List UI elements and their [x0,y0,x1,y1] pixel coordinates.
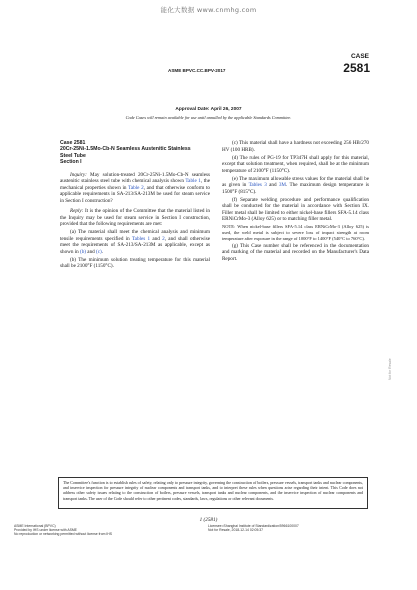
requirement-e [222,176,369,196]
inquiry-paragraph [60,172,210,205]
case-number: 2581 [343,61,370,75]
case-label: CASE [350,53,369,60]
case-title [60,140,210,166]
reply-text: It is the opinion of the Committee that the material listed in the Inquiry may be used for steam service in Section I construction, provided that the following requirements are met: [60,208,210,228]
requirement-b-link[interactable]: (b) [80,248,86,255]
requirement-a-and: and [150,235,163,242]
requirement-c-link[interactable]: (c) [96,248,102,255]
page-number: 1 (2581) [199,517,218,523]
reply-label: Reply: [70,208,84,215]
table-3m-link[interactable]: 3M [278,182,287,189]
side-margin-mark: Not for Resale [388,358,392,380]
requirement-e-text-1: (e) The maximum allowable stress values for the material shall be as given in [222,175,369,189]
requirement-e-text-2: . The maximum design temperature is 1500°F (815°C). [222,182,370,195]
licensee-line: Licensee=Shanghai Institute of Standardization/5966100007 [208,524,299,528]
license-line-3: No reproduction or networking permitted without license from IHS [14,532,112,537]
license-info-right [208,524,299,532]
license-info-left [14,524,112,536]
requirement-b: (b) The minimum solution treating temperature for this material shall be 2100°F (1150°C). [60,256,210,270]
inquiry-label: Inquiry: [70,171,87,178]
inquiry-text-3: , and that otherwise conform to applicable requirements in SA-213/SA-213M be used for steam service in Section I construction? [60,184,210,204]
requirement-d: (d) The rules of PG-19 for TP347H shall apply for this material, except that solution treatment, when required, shall be at the minimum temperature of 2100°F (1150°C). [222,154,369,174]
license-line-2: Provided by IHS under license with ASME [14,528,77,533]
right-column [222,140,369,264]
publication-header: ASME BPVC.CC.BPV-2017 [168,68,226,73]
requirement-g: (g) This Case number shall be referenced in the documentation and marking of the material and recorded on the Manufacturer's Data Report. [222,242,369,262]
approval-date: Approval Date: April 26, 2007 [175,107,242,112]
requirement-e-and: and [266,182,279,189]
availability-note: Code Cases will remain available for use until annulled by the applicable Standards Committee. [125,115,292,120]
inquiry-text-2: , the mechanical properties shown in [60,178,210,191]
reply-paragraph [60,208,210,228]
table-2-link[interactable]: Table 2 [128,184,144,191]
tables-1-link[interactable]: Tables 1 [131,235,151,242]
resale-line: Not for Resale, 2018-12-14 02:05:37 [208,528,264,533]
case-title-line-2: 20Cr-25Ni-1.5Mo-Cb-N Seamless Austenitic Stainless [60,146,191,153]
requirement-c: (c) This material shall have a hardness not exceeding 256 HB/270 HV (100 HRB). [222,140,369,153]
case-title-line-3: Steel Tube [60,152,86,159]
table-1-link[interactable]: Table 1 [185,178,201,185]
case-title-line-1: Case 2581 [60,140,86,146]
license-line-1: ASME International (BPVC) [14,524,56,528]
requirement-a-text-2: , and shall otherwise meet the requirements of SA-213/SA-213M as applicable, except as shown in [60,235,211,255]
committee-disclaimer: The Committee's function is to establish rules of safety, relating only to pressure integrity, governing the construction of boilers, pressure vessels, transport tanks and nuclear components, and inservice inspection for pressure integrity of nuclear components and transport tanks, and to interpret these rules when questions arise regarding their intent. This Code does not address other safety issues relating to the construction of boilers, pressure vessels, transport tanks and nuclear components, and the inservice inspection of nuclear components and transport tanks. The user of the Code should refer to other pertinent codes, standards, laws, regulations or other relevant documents. [58,477,368,509]
left-column [60,140,210,271]
case-title-line-4: Section I [60,159,82,166]
requirement-f: (f) Separate welding procedure and performance qualification shall be conducted for the material in accordance with Section IX. Filler metal shall be limited to either nickel-base fillers SFA-5.14 class ERNiCrMo-3 (Alloy 625) or to matching filler metal. [222,196,369,223]
requirement-a-and-2: and [86,248,96,255]
table-2-link-a[interactable]: 2 [162,235,165,242]
watermark-text: 能化大数据 www.cnmhg.com [160,6,257,14]
requirement-a-text-1: (a) The material shall meet the chemical analysis and minimum tensile requirements specified in [60,229,210,242]
tables-3-link[interactable]: Tables 3 [248,182,267,189]
requirement-a [60,229,210,255]
weld-note: NOTE: When nickel-base fillers SFA-5.14 class ERNiCrMo-3 (Alloy 625) is used, the weld metal is subject to severe loss of impact strength at room temperature after exposure in the range of 1000°F to 1400°F (540°C to 760°C). [222,224,369,241]
requirement-a-end: . [101,248,104,255]
inquiry-text-1: May solution-treated 20Cr-25Ni-1.5Mo-Cb-N seamless austenitic stainless steel tube with chemical analysis shown [60,171,210,185]
